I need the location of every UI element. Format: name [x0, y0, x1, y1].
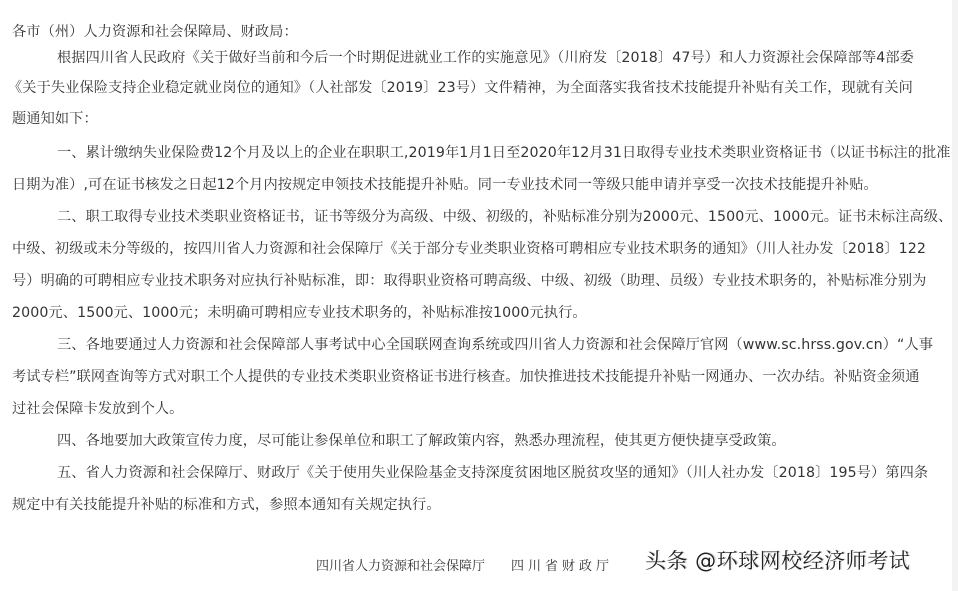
section-3-line-1: 三、各地要通过人力资源和社会保障部人事考试中心全国联网查询系统或四川省人力资源和社会保障厅官网（www.sc.hrss.gov.cn）“人事: [57, 337, 934, 353]
intro-line-2: 《关于失业保险支持企业稳定就业岗位的通知》（人社部发〔2019〕23号）文件精神，为全面落实我省技术技能提升补贴有关工作，现就有关问: [8, 80, 913, 96]
watermark: 头条 @环球网校经济师考试: [645, 549, 911, 573]
signature-org-hrss: 四川省人力资源和社会保障厅: [316, 559, 486, 574]
section-2-line-2: 中级、初级或未分等级的，按四川省人力资源和社会保障厅《关于部分专业类职业资格可聘相应专业技术职务的通知》（川人社办发〔2018〕122: [12, 241, 927, 257]
signature-org-finance: 四川省财政厅: [511, 559, 614, 574]
section-5-line-2: 规定中有关技能提升补贴的标准和方式，参照本通知有关规定执行。: [12, 497, 441, 513]
signature-block: [316, 557, 613, 577]
salutation: 各市（州）人力资源和社会保障局、财政局：: [12, 24, 298, 40]
intro-line-1: 根据四川省人民政府《关于做好当前和今后一个时期促进就业工作的实施意见》（川府发〔2018〕47号）和人力资源社会保障部等4部委: [57, 50, 914, 66]
section-2-line-4: 2000元、1500元、1000元；未明确可聘相应专业技术职务的，补贴标准按1000元执行。: [12, 305, 587, 321]
section-3-line-3: 过社会保障卡发放到个人。: [12, 401, 184, 417]
section-2-line-1: 二、职工取得专业技术类职业资格证书，证书等级分为高级、中级、初级的，补贴标准分别为2000元、1500元、1000元。证书未标注高级、: [57, 209, 953, 225]
section-1-line-2: 日期为准）,可在证书核发之日起12个月内按规定申领技术技能提升补贴。同一专业技术同一等级只能申请并享受一次技术技能提升补贴。: [12, 177, 878, 193]
scrollbar-track[interactable]: [952, 0, 958, 591]
section-5-line-1: 五、省人力资源和社会保障厅、财政厅《关于使用失业保险基金支持深度贫困地区脱贫攻坚的通知》（川人社办发〔2018〕195号）第四条: [57, 465, 929, 481]
section-2-line-3: 号）明确的可聘相应专业技术职务对应执行补贴标准，即：取得职业资格可聘高级、中级、初级（助理、员级）专业技术职务的，补贴标准分别为: [12, 273, 927, 289]
section-3-line-2: 考试专栏”联网查询等方式对职工个人提供的专业技术类职业资格证书进行核查。加快推进技术技能提升补贴一网通办、一次办结。补贴资金须通: [12, 369, 920, 385]
section-4-line-1: 四、各地要加大政策宣传力度，尽可能让参保单位和职工了解政策内容，熟悉办理流程，使其更方便快捷享受政策。: [57, 433, 786, 449]
section-1-line-1: 一、累计缴纳失业保险费12个月及以上的企业在职职工,2019年1月1日至2020年12月31日取得专业技术类职业资格证书（以证书标注的批准: [57, 145, 951, 161]
intro-line-3: 题通知如下：: [12, 111, 98, 127]
